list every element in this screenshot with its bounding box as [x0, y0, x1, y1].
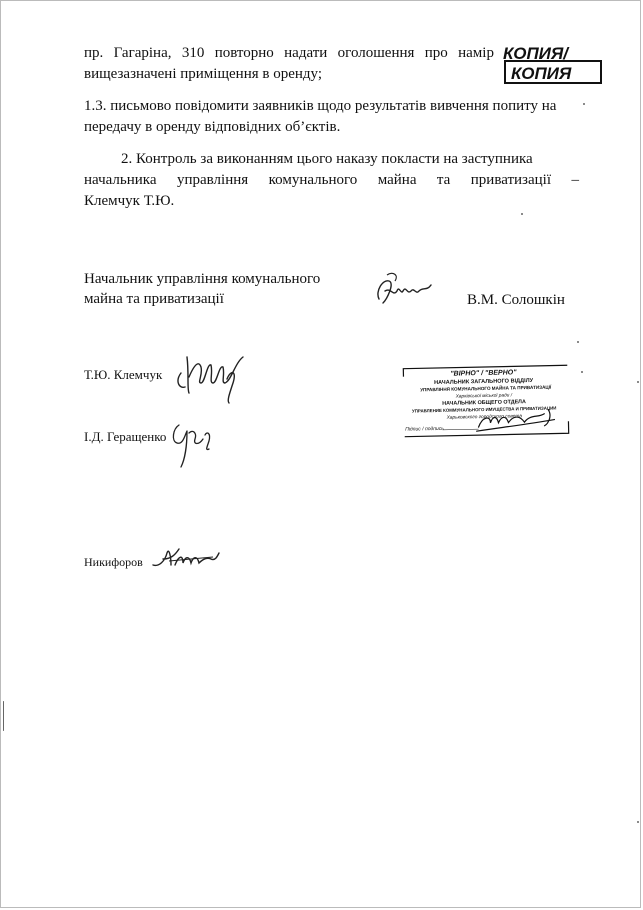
paragraph-2-line-2: передачу в оренду відповідних об’єктів.: [84, 119, 341, 135]
word: приватизації: [470, 172, 552, 188]
word: намір: [458, 45, 494, 61]
approver-2-signature: [165, 411, 217, 473]
word: пр.: [84, 45, 104, 61]
head-name: В.М. Солошкін: [467, 292, 565, 308]
stamp-line-1: "ВІРНО" / "ВЕРНО": [450, 369, 517, 378]
paragraph-2-line-1: 1.3. письмово повідомити заявників щодо результатів вивчення попиту на: [84, 98, 557, 114]
head-signature: [373, 269, 435, 311]
scan-speck: [637, 821, 639, 823]
word: –: [571, 172, 579, 188]
word: 310: [181, 45, 205, 61]
copy-stamp-top: КОПИЯ/: [503, 44, 569, 63]
approver-2-name: І.Д. Геращенко: [84, 429, 167, 444]
executor-name: Никифоров: [84, 555, 143, 569]
paragraph-2: [84, 96, 584, 138]
approver-1-signature: [171, 343, 251, 405]
paragraph-3: [84, 149, 579, 212]
paragraph-3-line-1: 2. Контроль за виконанням цього наказу покласти на заступника: [121, 151, 533, 167]
stamp-line-2: НАЧАЛЬНИК ЗАГАЛЬНОГО ВІДДІЛУ: [434, 377, 534, 387]
word: начальника: [84, 172, 157, 188]
stamp-line-5: НАЧАЛЬНИК ОБЩЕГО ОТДЕЛА: [442, 399, 526, 407]
stamp-signature: [476, 410, 554, 432]
word: надати: [284, 45, 328, 61]
head-title-line-1: Начальник управління комунального: [84, 271, 321, 287]
head-title-line-2: майна та приватизації: [84, 291, 224, 307]
scan-speck: [577, 341, 579, 343]
scan-speck: [521, 213, 523, 215]
word: комунального: [268, 172, 358, 188]
stamp-line-8: Підпис / подпись: [405, 425, 444, 433]
certification-stamp: [398, 365, 570, 437]
word: Гагаріна,: [113, 45, 172, 61]
scan-speck: [583, 103, 585, 105]
copy-stamp-bottom: КОПИЯ: [511, 64, 572, 83]
word: майна: [377, 172, 417, 188]
word: та: [436, 172, 451, 188]
approver-1-name: Т.Ю. Клемчук: [84, 367, 163, 382]
stamp-line-4: Харківської міської ради /: [455, 393, 513, 400]
head-title: [84, 269, 320, 309]
stamp-line-6: УПРАВЛЕНИЕ КОММУНАЛЬНОГО ИМУЩЕСТВА И ПРИВАТИЗАЦИИ: [411, 405, 557, 414]
copy-stamp: [495, 43, 603, 85]
paragraph-3-line-3: Клемчук Т.Ю.: [84, 193, 175, 209]
stamp-line-7: Харьковского городского совета: [446, 414, 523, 421]
word: оголошення: [337, 45, 415, 61]
word: повторно: [214, 45, 274, 61]
word: про: [424, 45, 448, 61]
executor-signature: [149, 539, 221, 573]
scan-speck: [3, 701, 4, 731]
paragraph-1-line-1: [84, 43, 494, 64]
scan-speck: [581, 371, 583, 373]
paragraph-1-line-2: вищезазначені приміщення в оренду;: [84, 66, 322, 82]
scan-speck: [637, 381, 639, 383]
word: управління: [176, 172, 249, 188]
paragraph-3-line-2: [84, 170, 579, 191]
paragraph-1: [84, 43, 494, 85]
stamp-line-3: УПРАВЛІННЯ КОМУНАЛЬНОГО МАЙНА ТА ПРИВАТИЗАЦІЇ: [420, 384, 552, 393]
